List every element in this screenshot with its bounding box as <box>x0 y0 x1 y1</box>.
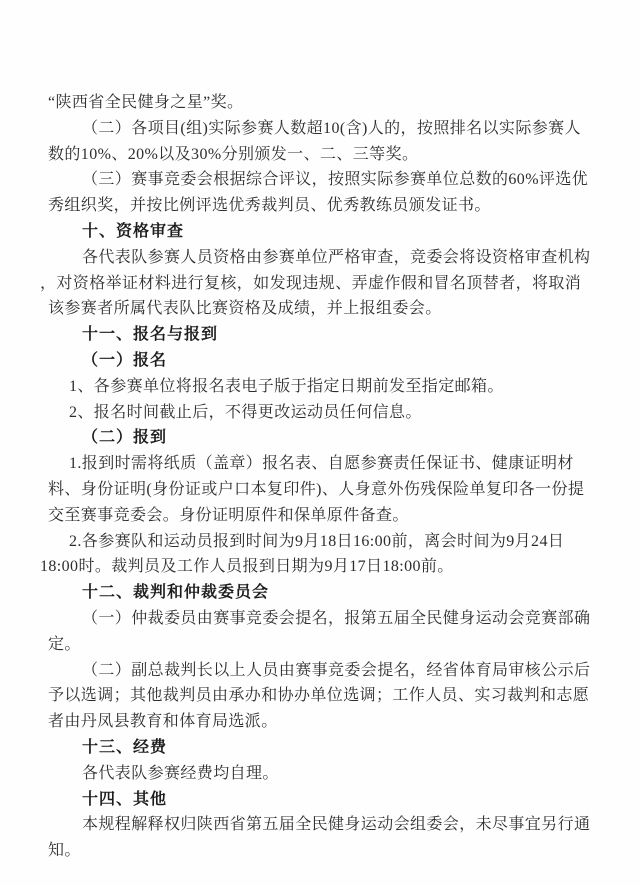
paragraph-line: 料、身份证明(身份证或户口本复印件)、人身意外伤残保险单复印各一份提 <box>48 480 585 498</box>
paragraph-line: 秀组织奖，并按比例评选优秀裁判员、优秀教练员颁发证书。 <box>48 197 491 215</box>
heading-sub-signup: （一）报名 <box>82 351 168 369</box>
heading-section-14-other: 十四、其他 <box>82 790 168 808</box>
paragraph-line: ，对资格举证材料进行复核，如发现违规、弄虚作假和冒名顶替者，将取消 <box>40 274 582 292</box>
list-item-line: 1、各参赛单位将报名表电子版于指定日期前发至指定邮箱。 <box>69 377 504 395</box>
paragraph-line: （三）赛事竞委会根据综合评议，按照实际参赛单位总数的60%评选优 <box>82 171 589 189</box>
paragraph-line: （二）副总裁判长以上人员由赛事竞委会提名，经省体育局审核公示后 <box>82 661 591 679</box>
paragraph-line: 本规程解释权归陕西省第五届全民健身运动会组委会，未尽事宜另行通 <box>82 816 591 834</box>
paragraph-line: 定。 <box>48 635 81 653</box>
paragraph-line: 交至赛事竞委会。身份证明原件和保单原件备查。 <box>48 506 409 524</box>
paragraph-line: （二）各项目(组)实际参赛人数超10(含)人的，按照排名以实际参赛人 <box>82 119 581 137</box>
paragraph-line: 予以选调；其他裁判员由承办和协办单位选调；工作人员、实习裁判和志愿 <box>48 687 590 705</box>
list-item-line: 2.各参赛队和运动员报到时间为9月18日16:00前，离会时间为9月24日 <box>69 532 565 550</box>
list-item-line: 1.报到时需将纸质（盖章）报名表、自愿参赛责任保证书、健康证明材 <box>69 455 574 473</box>
heading-sub-checkin: （二）报到 <box>82 429 168 447</box>
paragraph-line: “陕西省全民健身之星”奖。 <box>48 94 244 111</box>
heading-section-12-referee-arbitration: 十二、裁判和仲裁委员会 <box>82 584 270 602</box>
paragraph-line: 者由丹凤县教育和体育局选派。 <box>48 713 278 731</box>
heading-section-13-funding: 十三、经费 <box>82 738 168 756</box>
paragraph-line: 该参赛者所属代表队比赛资格及成绩，并上报组委会。 <box>48 300 442 318</box>
list-item-line: 2、报名时间截止后，不得更改运动员任何信息。 <box>69 403 422 421</box>
paragraph-line: 各代表队参赛经费均自理。 <box>82 764 279 782</box>
paragraph-line: （一）仲裁委员由赛事竞委会提名，报第五届全民健身运动会竞赛部确 <box>82 609 591 627</box>
paragraph-line: 数的10%、20%以及30%分别颁发一、二、三等奖。 <box>48 145 419 163</box>
paragraph-line: 18:00时。裁判员及工作人员报到日期为9月17日18:00前。 <box>40 558 454 576</box>
heading-section-10-qualification: 十、资格审查 <box>82 222 185 240</box>
paragraph-line: 各代表队参赛人员资格由参赛单位严格审查，竞委会将设资格审查机构 <box>82 248 591 266</box>
paragraph-line: 知。 <box>48 842 81 860</box>
heading-section-11-registration: 十一、报名与报到 <box>82 326 219 344</box>
